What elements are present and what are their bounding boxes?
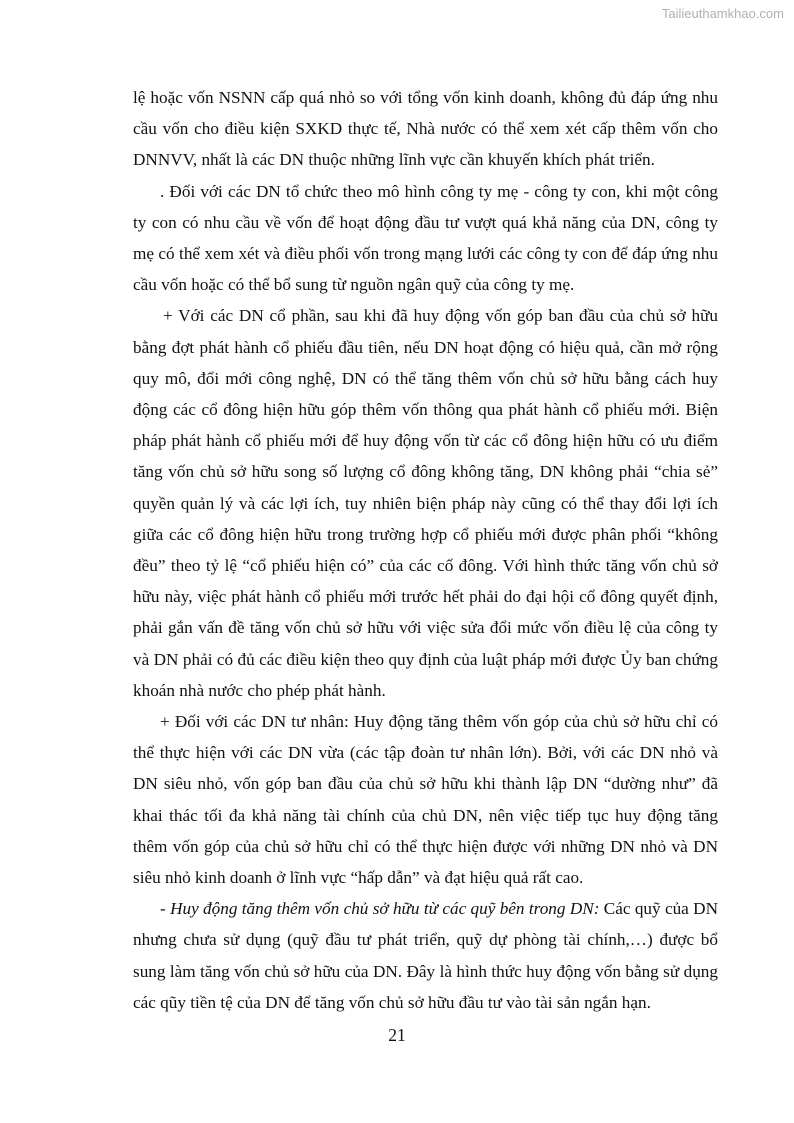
paragraph-3: + Với các DN cổ phần, sau khi đã huy động vốn góp ban đầu của chủ sở hữu bằng đợt phát hành cổ phiếu đầu tiên, nếu DN hoạt động có hiệu quả, cần mở rộng quy mô, đổi mới công nghệ, DN có thể tăng thêm vốn chủ sở hữu bằng cách huy động các cổ đông hiện hữu góp thêm vốn thông qua phát hành cổ phiếu mới. Biện pháp phát hành cổ phiếu mới để huy động vốn từ các cổ đông hiện hữu có ưu điểm tăng vốn chủ sở hữu song số lượng cổ đông không tăng, DN không phải “chia sẻ” quyền quản lý và các lợi ích, tuy nhiên biện pháp này cũng có thể thay đổi lợi ích giữa các cổ đông hiện hữu trong trường hợp cổ phiếu mới được phân phối “không đều” theo tỷ lệ “cổ phiếu hiện có” của các cổ đông. Với hình thức tăng vốn chủ sở hữu này, việc phát hành cổ phiếu mới trước hết phải do đại hội cổ đông quyết định, phải gắn vấn đề tăng vốn chủ sở hữu với việc sửa đổi mức vốn điều lệ của công ty và DN phải có đủ các điều kiện theo quy định của luật pháp mới được Ủy ban chứng khoán nhà nước cho phép phát hành. (133, 306, 718, 700)
paragraph-5-text: Các quỹ của DN nhưng chưa sử dụng (quỹ đầu tư phát triển, quỹ dự phòng tài chính,…) được bổ sung làm tăng vốn chủ sở hữu của DN. Đây là hình thức huy động vốn bằng sử dụng các qũy tiền tệ của DN để tăng vốn chủ sở hữu đầu tư vào tài sản ngắn hạn. (133, 899, 718, 1012)
watermark: Tailieuthamkhao.com (661, 6, 784, 21)
paragraph-1: lệ hoặc vốn NSNN cấp quá nhỏ so với tổng vốn kinh doanh, không đủ đáp ứng nhu cầu vốn cho điều kiện SXKD thực tế, Nhà nước có thể xem xét cấp thêm vốn cho DNNVV, nhất là các DN thuộc những lĩnh vực cần khuyến khích phát triển. (133, 88, 718, 170)
page-body (133, 82, 718, 1018)
paragraph-5 (133, 893, 718, 1018)
paragraph-5-heading: - Huy động tăng thêm vốn chủ sở hữu từ các quỹ bên trong DN: (160, 899, 600, 919)
paragraph-4: + Đối với các DN tư nhân: Huy động tăng thêm vốn góp của chủ sở hữu chỉ có thể thực hiện với các DN vừa (các tập đoàn tư nhân lớn). Bởi, với các DN nhỏ và DN siêu nhỏ, vốn góp ban đầu của chủ sở hữu khi thành lập DN “dường như” đã khai thác tối đa khả năng tài chính của chủ DN, nên việc tiếp tục huy động tăng thêm vốn góp của chủ sở hữu chỉ có thể thực hiện được với những DN nhỏ và DN siêu nhỏ kinh doanh ở lĩnh vực “hấp dẫn” và đạt hiệu quả rất cao. (133, 712, 718, 888)
page-number: 21 (388, 1025, 406, 1045)
paragraph-2: . Đối với các DN tổ chức theo mô hình công ty mẹ - công ty con, khi một công ty con có nhu cầu về vốn để hoạt động đầu tư vượt quá khả năng của DN, công ty mẹ có thể xem xét và điều phối vốn trong mạng lưới các công ty con để đáp ứng nhu cầu vốn hoặc có thể bổ sung từ nguồn ngân quỹ của công ty mẹ. (133, 181, 718, 295)
